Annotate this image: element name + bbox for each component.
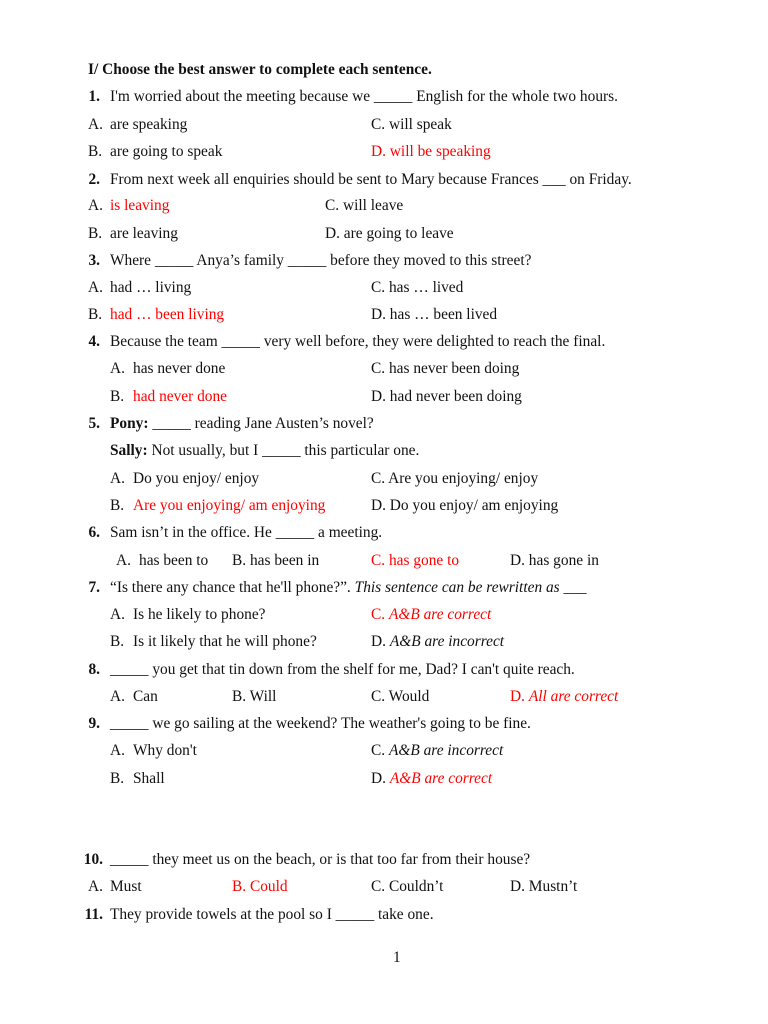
option-c: C. has never been doing <box>371 360 520 377</box>
option-c: C. will leave <box>325 197 404 214</box>
option-b-answer: Are you enjoying/ am enjoying <box>133 497 326 514</box>
option-d: D. Mustn’t <box>510 878 578 895</box>
option-b: B. Will <box>232 688 277 705</box>
option-a: has been to <box>139 552 209 569</box>
option-a: has never done <box>133 360 226 377</box>
option-a: Do you enjoy/ enjoy <box>133 470 260 487</box>
option-b-answer: had … been living <box>110 306 225 323</box>
question-text: _____ they meet us on the beach, or is that too far from their house? <box>110 851 531 868</box>
option-letter-a: A. <box>110 470 125 487</box>
option-letter-a: A. <box>110 360 125 377</box>
dialogue-text-1: _____ reading Jane Austen’s novel? <box>148 415 374 432</box>
question-text: I'm worried about the meeting because we _____ English for the whole two hours. <box>110 88 618 105</box>
question-number: 1. <box>88 88 100 105</box>
option-d: D. has gone in <box>510 552 599 569</box>
option-c: C. Couldn’t <box>371 878 444 895</box>
option-letter-b: B. <box>110 388 125 405</box>
option-letter-a: A. <box>110 742 125 759</box>
option-d-text: All are correct <box>528 688 619 705</box>
question-number: 6. <box>88 524 100 541</box>
question-blank: ___ <box>559 579 587 596</box>
section-title: I/ Choose the best answer to complete each sentence. <box>88 61 432 78</box>
question-text: _____ we go sailing at the weekend? The weather's going to be fine. <box>110 715 531 732</box>
question-instruction: This sentence can be rewritten as <box>354 579 560 596</box>
option-a: Why don't <box>133 742 197 759</box>
question-number: 7. <box>88 579 100 596</box>
question-number: 2. <box>88 171 100 188</box>
question-text: Because the team _____ very well before, they were delighted to reach the final. <box>110 333 606 350</box>
option-c-answer <box>371 606 491 624</box>
option-d: D. has … been lived <box>371 306 498 323</box>
option-c: C. will speak <box>371 116 452 133</box>
option-b: B. has been in <box>232 552 320 569</box>
option-letter-a: A. <box>88 878 103 895</box>
option-d-answer: A&B are correct <box>389 770 493 787</box>
option-letter-c: C. <box>371 742 386 759</box>
option-d-answer <box>510 688 618 706</box>
option-b-answer: had never done <box>133 388 228 405</box>
dialogue-line-1 <box>110 415 374 433</box>
option-letter-b: B. <box>88 225 103 242</box>
question-text <box>110 579 587 597</box>
option-letter-d: D. <box>510 688 525 705</box>
option-a-answer: is leaving <box>110 197 170 214</box>
option-d-text: A&B are incorrect <box>389 633 505 650</box>
question-text: Where _____ Anya’s family _____ before they moved to this street? <box>110 252 532 269</box>
option-d: D. Do you enjoy/ am enjoying <box>371 497 559 514</box>
option-d: D. had never been doing <box>371 388 522 405</box>
option-b: are leaving <box>110 225 178 242</box>
option-d <box>371 633 504 651</box>
question-number: 4. <box>88 333 100 350</box>
option-c <box>371 742 503 760</box>
option-a: Is he likely to phone? <box>133 606 266 623</box>
question-number: 11. <box>84 906 103 923</box>
option-letter-b: B. <box>88 306 103 323</box>
option-c-text: A&B are correct <box>388 606 492 623</box>
option-letter-d: D. <box>371 633 386 650</box>
speaker-sally: Sally: <box>110 442 148 459</box>
option-c: C. Would <box>371 688 430 705</box>
option-a: are speaking <box>110 116 188 133</box>
dialogue-line-2 <box>110 442 419 460</box>
question-number: 8. <box>88 661 100 678</box>
question-number: 3. <box>88 252 100 269</box>
option-letter-b: B. <box>110 770 125 787</box>
option-letter-b: B. <box>110 497 125 514</box>
option-c: C. Are you enjoying/ enjoy <box>371 470 539 487</box>
option-d: D. are going to leave <box>325 225 454 242</box>
question-quote: “Is there any chance that he'll phone?”. <box>110 579 351 596</box>
question-text: Sam isn’t in the office. He _____ a meeting. <box>110 524 383 541</box>
question-number: 9. <box>88 715 100 732</box>
option-letter-a: A. <box>88 116 103 133</box>
option-c: C. has … lived <box>371 279 464 296</box>
question-text: _____ you get that tin down from the shelf for me, Dad? I can't quite reach. <box>110 661 575 678</box>
option-a: had … living <box>110 279 192 296</box>
speaker-pony: Pony: <box>110 415 149 432</box>
question-number: 5. <box>88 415 100 432</box>
option-d <box>371 770 492 788</box>
option-a: Can <box>133 688 158 705</box>
question-number: 10. <box>83 851 103 868</box>
question-text: They provide towels at the pool so I _____ take one. <box>110 906 434 923</box>
option-letter-a: A. <box>88 279 103 296</box>
option-b: Shall <box>133 770 165 787</box>
option-b-answer: B. Could <box>232 878 288 895</box>
option-letter-b: B. <box>110 633 125 650</box>
question-text: From next week all enquiries should be sent to Mary because Frances ___ on Friday. <box>110 171 632 188</box>
option-letter-c: C. <box>371 606 386 623</box>
option-c-text: A&B are incorrect <box>388 742 504 759</box>
option-d-answer: D. will be speaking <box>371 143 491 160</box>
option-letter-b: B. <box>88 143 103 160</box>
option-letter-a: A. <box>88 197 103 214</box>
option-a: Must <box>110 878 142 895</box>
option-letter-a: A. <box>110 688 125 705</box>
option-b: Is it likely that he will phone? <box>133 633 317 650</box>
option-b: are going to speak <box>110 143 223 160</box>
option-letter-d: D. <box>371 770 386 787</box>
option-letter-a: A. <box>116 552 131 569</box>
page-number: 1 <box>393 949 401 966</box>
option-letter-a: A. <box>110 606 125 623</box>
option-c-answer: C. has gone to <box>371 552 460 569</box>
dialogue-text-2: Not usually, but I _____ this particular one. <box>147 442 420 459</box>
